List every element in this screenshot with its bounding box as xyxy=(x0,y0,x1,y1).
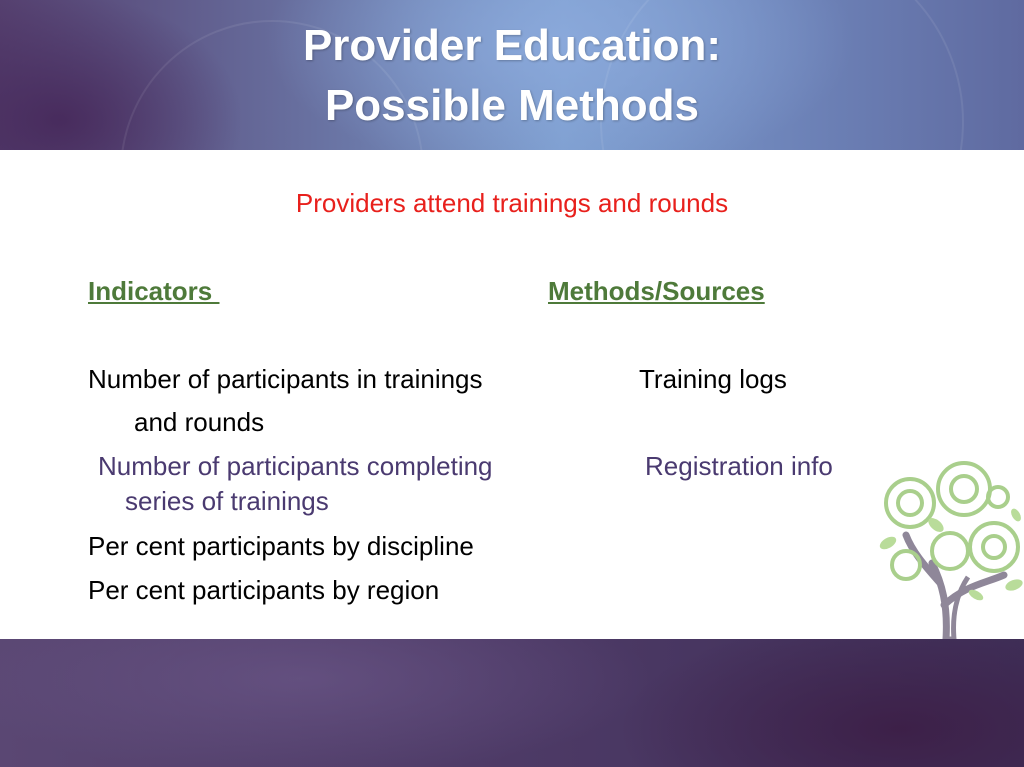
indicator-text: Per cent participants by discipline xyxy=(88,531,474,561)
footer-band xyxy=(0,639,1024,767)
swirl-tree-icon xyxy=(876,455,1024,639)
header-band xyxy=(0,0,1024,150)
methods-column-header: Methods/Sources xyxy=(548,276,765,306)
method-text: Registration info xyxy=(645,451,833,481)
slide-title-line1: Provider Education: xyxy=(302,21,722,70)
indicator-text-continuation: and rounds xyxy=(134,407,265,437)
indicator-text: Per cent participants by region xyxy=(88,575,440,605)
indicator-text: Number of participants in trainings xyxy=(88,364,483,394)
indicator-text-continuation: series of trainings xyxy=(125,486,329,516)
slide-subtitle: Providers attend trainings and rounds xyxy=(295,188,729,218)
method-text: Training logs xyxy=(639,364,787,394)
indicator-text: Number of participants completing xyxy=(98,451,493,481)
slide-title-line2: Possible Methods xyxy=(324,81,700,130)
indicators-column-header: Indicators xyxy=(88,276,220,306)
